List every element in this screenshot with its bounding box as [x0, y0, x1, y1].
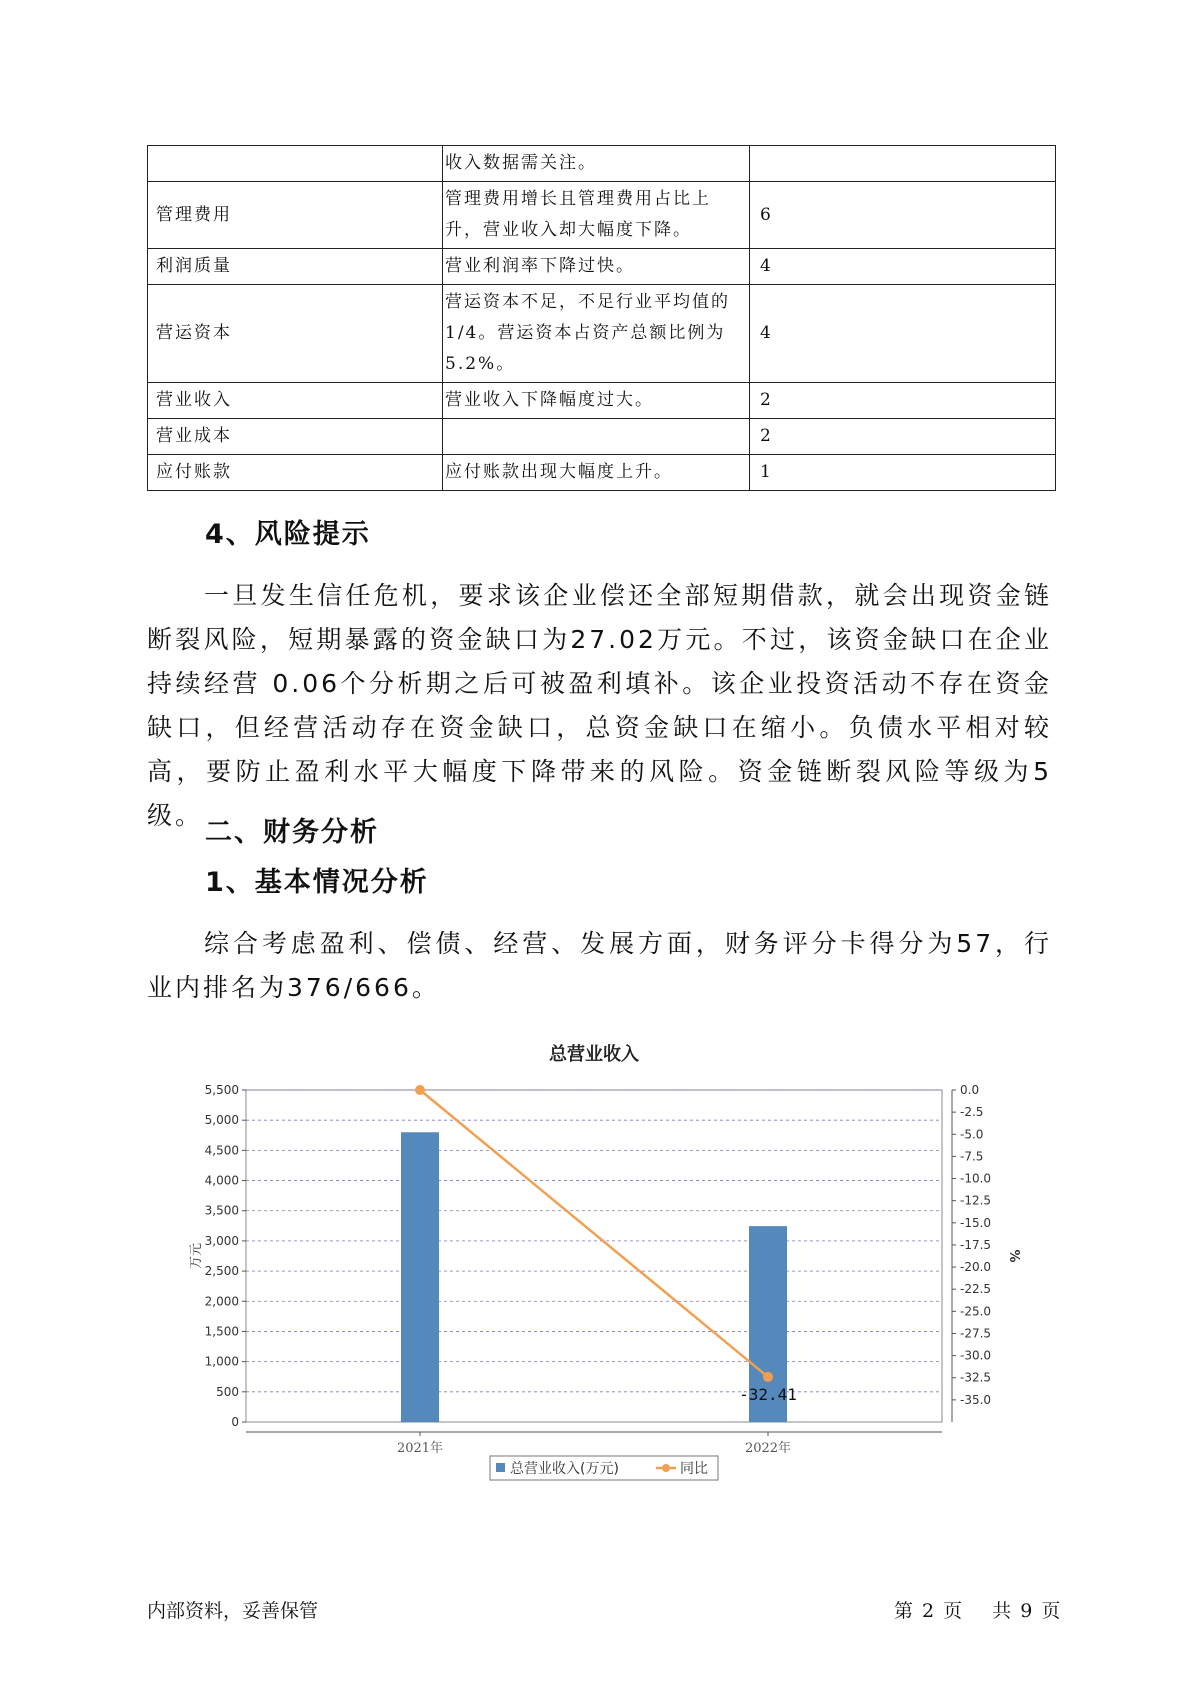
- y-tick-label: 4,000: [204, 1173, 239, 1188]
- legend-label-revenue: 总营业收入(万元): [510, 1461, 619, 1477]
- footer-confidential: 内部资料，妥善保管: [147, 1600, 319, 1622]
- table-cell-desc: 营业利润率下降过快。: [443, 249, 750, 285]
- table-cell-desc: 管理费用增长且管理费用占比上升，营业收入却大幅度下降。: [443, 182, 750, 249]
- table-cell-item: 利润质量: [148, 249, 443, 285]
- x-tick-label: 2022年: [744, 1441, 792, 1456]
- y-right-tick-label: 0.0: [960, 1083, 980, 1097]
- y-tick-label: 500: [216, 1384, 239, 1399]
- basic-analysis-subheading: 1、基本情况分析: [205, 867, 429, 898]
- y-tick-label: 1,500: [204, 1324, 239, 1339]
- y-right-tick-label: -20.0: [960, 1260, 992, 1275]
- y-right-tick-label: -10.0: [960, 1171, 992, 1186]
- yoy-point-2022年: [763, 1372, 773, 1382]
- table-row: [148, 182, 1056, 249]
- table-cell-item: 营业成本: [148, 419, 443, 455]
- table-cell-score: 1: [750, 455, 1056, 491]
- table-cell-desc: [443, 419, 750, 455]
- table-cell-score: 6: [750, 182, 1056, 249]
- risk-table: [147, 145, 1056, 491]
- legend-swatch-revenue: [496, 1463, 505, 1472]
- y-right-tick-label: -27.5: [960, 1326, 992, 1341]
- table-cell-score: 4: [750, 285, 1056, 383]
- table-cell-desc: 营运资本不足，不足行业平均值的1/4。营运资本占资产总额比例为5.2%。: [443, 285, 750, 383]
- table-cell-item: 营运资本: [148, 285, 443, 383]
- risk-paragraph: 一旦发生信任危机，要求该企业偿还全部短期借款，就会出现资金链断裂风险，短期暴露的资金缺口为27.02万元。不过，该资金缺口在企业持续经营 0.06个分析期之后可被盈利填补。该企业投资活动不存在资金缺口，但经营活动存在资金缺口，总资金缺口在缩小。负债水平相对较高，要防止盈利水平大幅度下降带来的风险。资金链断裂风险等级为5级。: [147, 581, 1052, 830]
- table-cell-item: 管理费用: [148, 182, 443, 249]
- y-right-tick-label: -32.5: [960, 1370, 992, 1385]
- data-label: -32.41: [739, 1384, 797, 1404]
- table-row: [148, 146, 1056, 182]
- legend-label-yoy: 同比: [680, 1461, 708, 1477]
- table-cell-item: [148, 146, 443, 182]
- table-cell-score: [750, 146, 1056, 182]
- y-tick-label: 5,500: [204, 1083, 239, 1097]
- risk-heading: 4、风险提示: [205, 519, 371, 550]
- table-cell-score: 4: [750, 249, 1056, 285]
- footer-page-info: [890, 1596, 1065, 1623]
- y-right-tick-label: -5.0: [960, 1127, 984, 1142]
- table-row: [148, 419, 1056, 455]
- chart-title: 总营业收入: [549, 1044, 639, 1065]
- y-tick-label: 3,500: [204, 1203, 239, 1218]
- y-right-tick-label: -17.5: [960, 1237, 992, 1252]
- y-tick-label: 2,500: [204, 1264, 239, 1279]
- table-cell-item: 应付账款: [148, 455, 443, 491]
- y-tick-label: 0: [231, 1415, 239, 1429]
- table-cell-score: 2: [750, 419, 1056, 455]
- x-tick-label: 2021年: [396, 1441, 444, 1456]
- legend-swatch-marker: [662, 1464, 670, 1472]
- y-right-tick-label: -30.0: [960, 1348, 992, 1363]
- table-cell-item: 营业收入: [148, 383, 443, 419]
- table-row: [148, 285, 1056, 383]
- page-label: 页: [943, 1600, 964, 1622]
- y-right-tick-label: -12.5: [960, 1193, 992, 1208]
- table-row: [148, 383, 1056, 419]
- page-prefix: 第: [894, 1600, 915, 1622]
- yoy-line: [420, 1090, 768, 1377]
- y-right-tick-label: -2.5: [960, 1105, 984, 1120]
- y-tick-label: 4,500: [204, 1143, 239, 1158]
- y-right-tick-label: -7.5: [960, 1149, 984, 1164]
- table-row: [148, 455, 1056, 491]
- page-number: 2: [922, 1600, 936, 1622]
- total-prefix: 共: [992, 1600, 1013, 1622]
- y-axis-label: 万元: [189, 1242, 204, 1270]
- table-cell-desc: 应付账款出现大幅度上升。: [443, 455, 750, 491]
- y-tick-label: 1,000: [204, 1354, 239, 1369]
- table-cell-desc: 收入数据需关注。: [443, 146, 750, 182]
- y-right-tick-label: -15.0: [960, 1215, 992, 1230]
- y-tick-label: 2,000: [204, 1294, 239, 1309]
- table-row: [148, 249, 1056, 285]
- total-suffix: 页: [1041, 1600, 1062, 1622]
- plot-area: [246, 1090, 942, 1422]
- y-tick-label: 5,000: [204, 1113, 239, 1128]
- y-right-tick-label: -22.5: [960, 1282, 992, 1297]
- yoy-point-2021年: [415, 1085, 425, 1095]
- y-tick-label: 3,000: [204, 1233, 239, 1248]
- table-cell-score: 2: [750, 383, 1056, 419]
- table-cell-desc: 营业收入下降幅度过大。: [443, 383, 750, 419]
- finance-heading: 二、财务分析: [205, 817, 379, 848]
- revenue-chart: [189, 1030, 1021, 1500]
- y-right-axis-label: %: [1006, 1249, 1021, 1263]
- basic-analysis-paragraph: 综合考虑盈利、偿债、经营、发展方面，财务评分卡得分为57，行业内排名为376/666。: [147, 929, 1052, 1002]
- y-right-tick-label: -25.0: [960, 1304, 992, 1319]
- bar-2021年: [401, 1132, 439, 1422]
- total-pages: 9: [1020, 1600, 1034, 1622]
- y-right-tick-label: -35.0: [960, 1392, 992, 1407]
